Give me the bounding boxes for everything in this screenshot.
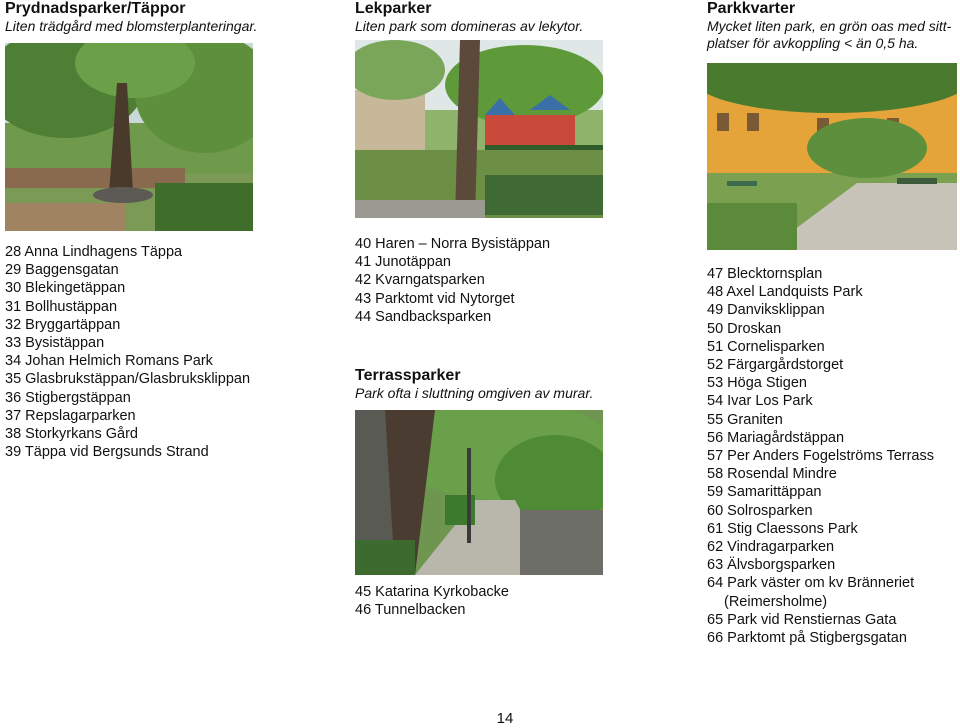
photo-playground <box>355 40 603 218</box>
list-item: 38 Storkyrkans Gård <box>5 426 138 443</box>
list-item: 40 Haren – Norra Bysistäppan <box>355 236 551 252</box>
heading-lekparker: Lekparker <box>355 0 432 17</box>
photo-garden-with-bench <box>5 43 253 231</box>
list-item: 66 Parktomt på Stigbergsgatan <box>707 630 907 647</box>
list-item: 36 Stigbergstäppan <box>5 389 131 406</box>
list-item: 57 Per Anders Fogelströms Terrass <box>707 448 934 465</box>
list-item: 41 Junotäppan <box>355 254 451 271</box>
column-lekparker <box>355 0 605 35</box>
list-parkkvarter <box>707 265 960 647</box>
list-item: 32 Bryggartäppan <box>5 316 121 333</box>
list-item: 63 Älvsborgsparken <box>707 557 836 574</box>
heading-terrassparker: Terrassparker <box>355 367 461 384</box>
list-item: 58 Rosendal Mindre <box>707 466 837 483</box>
list-prydnadsparker <box>5 243 250 461</box>
list-item: 64 Park väster om kv Bränneriet (Reimersholme) <box>707 575 915 610</box>
list-item: 59 Samarittäppan <box>707 484 822 501</box>
description-prydnadsparker: Liten trädgård med blomsterplanteringar. <box>5 18 258 34</box>
page-number: 14 <box>496 710 514 727</box>
list-item: 60 Solrosparken <box>707 502 813 519</box>
list-item: 42 Kvarngatsparken <box>355 272 485 289</box>
list-item: 51 Cornelisparken <box>707 338 825 355</box>
list-item: 34 Johan Helmich Romans Park <box>5 353 213 370</box>
description-parkkvarter: Mycket liten park, en grön oas med sitt-platser för avkoppling < än 0,5 ha. <box>707 18 952 51</box>
list-item: 35 Glasbrukstäppan/Glasbruksklippan <box>5 371 251 388</box>
list-item: 55 Graniten <box>707 411 783 428</box>
description-lekparker: Liten park som domineras av lekytor. <box>355 18 584 34</box>
list-item: 47 Blecktornsplan <box>707 266 823 282</box>
list-item: 52 Färgargårdstorget <box>707 357 844 374</box>
list-item: 37 Repslagarparken <box>5 407 136 424</box>
list-item: 31 Bollhustäppan <box>5 298 118 315</box>
list-item: 48 Axel Landquists Park <box>707 284 863 301</box>
list-item: 39 Täppa vid Bergsunds Strand <box>5 444 209 461</box>
list-item: 44 Sandbacksparken <box>355 308 492 325</box>
section-terrassparker <box>355 367 605 402</box>
list-item: 45 Katarina Kyrkobacke <box>355 584 509 600</box>
list-item: 33 Bysistäppan <box>5 335 105 352</box>
list-item: 46 Tunnelbacken <box>355 602 466 619</box>
description-terrassparker: Park ofta i sluttning omgiven av murar. <box>355 385 594 401</box>
list-item: 43 Parktomt vid Nytorget <box>355 290 515 307</box>
column-parkkvarter <box>707 0 960 52</box>
list-item: 30 Blekingetäppan <box>5 280 126 297</box>
list-item: 61 Stig Claessons Park <box>707 520 858 537</box>
list-item: 65 Park vid Renstiernas Gata <box>707 611 897 628</box>
list-item: 56 Mariagårdstäppan <box>707 429 845 446</box>
heading-prydnadsparker: Prydnadsparker/Täppor <box>5 0 186 17</box>
list-lekparker <box>355 235 550 326</box>
list-terrassparker <box>355 583 509 619</box>
list-item: 28 Anna Lindhagens Täppa <box>5 244 183 260</box>
column-prydnadsparker <box>5 0 345 35</box>
list-item: 53 Höga Stigen <box>707 375 807 392</box>
photo-park-block <box>707 63 957 250</box>
heading-parkkvarter: Parkkvarter <box>707 0 796 17</box>
list-item: 62 Vindragarparken <box>707 539 835 556</box>
list-item: 50 Droskan <box>707 320 782 337</box>
photo-terrace-park <box>355 410 603 575</box>
list-item: 29 Baggensgatan <box>5 262 119 279</box>
list-item: 49 Danviksklippan <box>707 302 825 319</box>
list-item: 54 Ivar Los Park <box>707 393 813 410</box>
